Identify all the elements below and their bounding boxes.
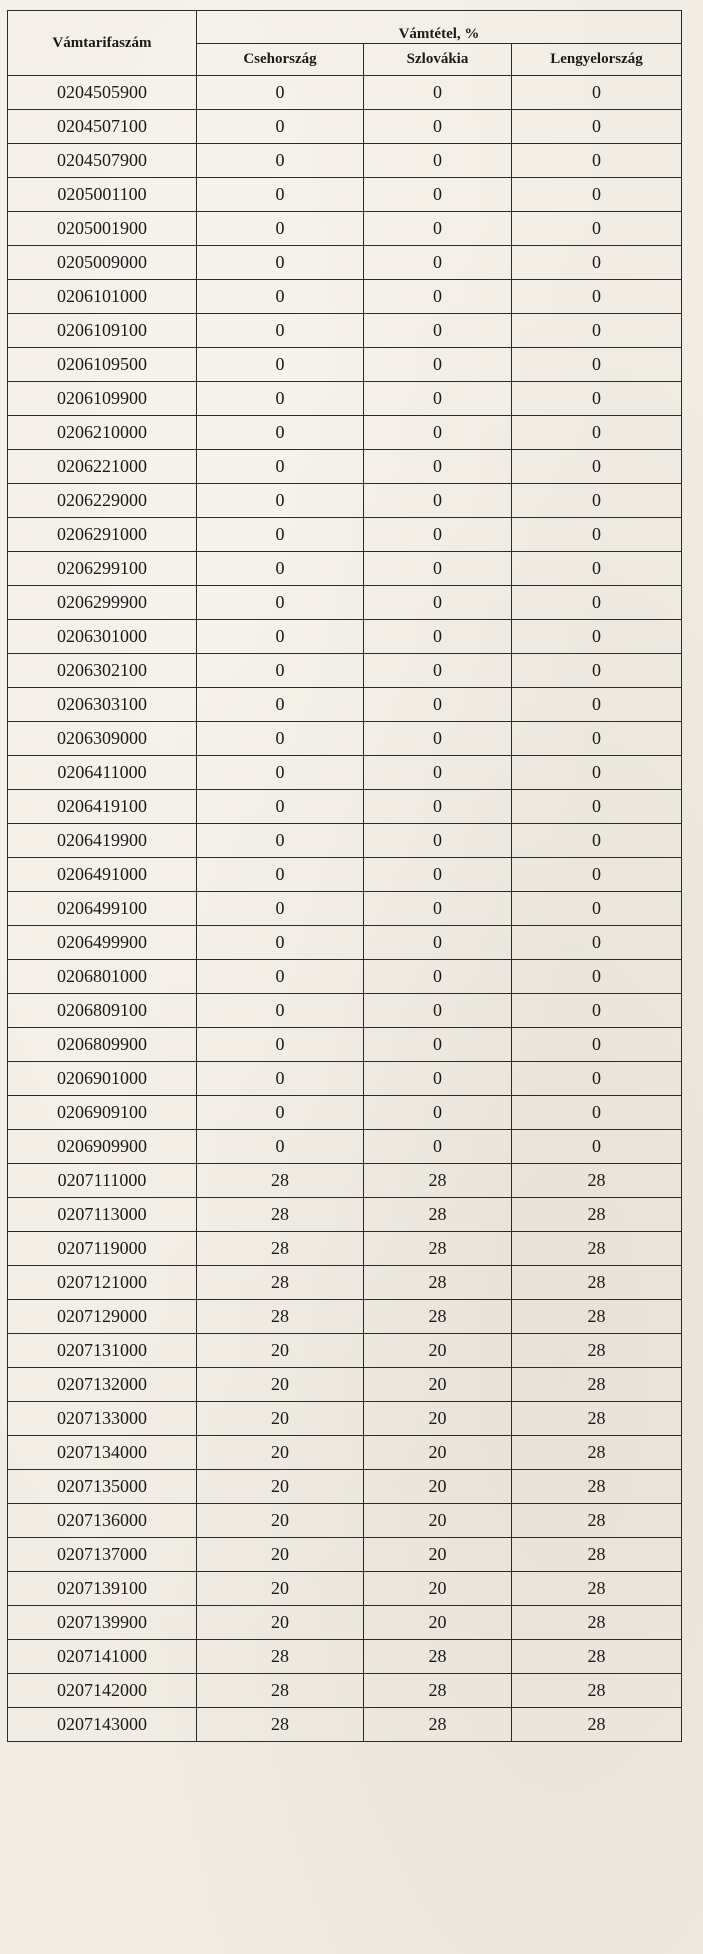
slovakia-rate-cell: 0 bbox=[364, 892, 512, 926]
czech-rate-cell: 0 bbox=[197, 1028, 364, 1062]
czech-rate-cell: 0 bbox=[197, 892, 364, 926]
table-row bbox=[8, 416, 682, 450]
poland-rate-cell: 28 bbox=[512, 1266, 682, 1300]
table-row bbox=[8, 688, 682, 722]
poland-rate-cell: 0 bbox=[512, 348, 682, 382]
czech-rate-cell: 0 bbox=[197, 416, 364, 450]
czech-rate-cell: 0 bbox=[197, 722, 364, 756]
czech-rate-cell: 28 bbox=[197, 1640, 364, 1674]
poland-rate-cell: 0 bbox=[512, 586, 682, 620]
table-row bbox=[8, 1334, 682, 1368]
slovakia-rate-cell: 20 bbox=[364, 1606, 512, 1640]
slovakia-rate-cell: 0 bbox=[364, 756, 512, 790]
poland-rate-cell: 0 bbox=[512, 280, 682, 314]
tariff-code-cell: 0206299100 bbox=[8, 552, 197, 586]
table-row bbox=[8, 178, 682, 212]
tariff-code-cell: 0207113000 bbox=[8, 1198, 197, 1232]
poland-rate-cell: 28 bbox=[512, 1402, 682, 1436]
tariff-code-cell: 0206499900 bbox=[8, 926, 197, 960]
czech-rate-cell: 0 bbox=[197, 926, 364, 960]
poland-rate-cell: 0 bbox=[512, 110, 682, 144]
czech-rate-cell: 28 bbox=[197, 1198, 364, 1232]
tariff-code-cell: 0206411000 bbox=[8, 756, 197, 790]
slovakia-rate-cell: 20 bbox=[364, 1470, 512, 1504]
czech-rate-cell: 0 bbox=[197, 484, 364, 518]
czech-rate-cell: 0 bbox=[197, 382, 364, 416]
table-row bbox=[8, 1368, 682, 1402]
table-row bbox=[8, 1538, 682, 1572]
poland-rate-cell: 0 bbox=[512, 552, 682, 586]
slovakia-rate-cell: 0 bbox=[364, 654, 512, 688]
czech-rate-cell: 28 bbox=[197, 1300, 364, 1334]
tariff-code-cell: 0206801000 bbox=[8, 960, 197, 994]
tariff-code-cell: 0207121000 bbox=[8, 1266, 197, 1300]
poland-rate-cell: 0 bbox=[512, 144, 682, 178]
poland-rate-cell: 0 bbox=[512, 1028, 682, 1062]
tariff-code-cell: 0207137000 bbox=[8, 1538, 197, 1572]
poland-rate-cell: 0 bbox=[512, 1130, 682, 1164]
table-row bbox=[8, 994, 682, 1028]
table-row bbox=[8, 1504, 682, 1538]
czech-rate-cell: 0 bbox=[197, 858, 364, 892]
tariff-code-cell: 0207119000 bbox=[8, 1232, 197, 1266]
slovakia-rate-cell: 28 bbox=[364, 1708, 512, 1742]
slovakia-rate-cell: 20 bbox=[364, 1368, 512, 1402]
czech-rate-cell: 0 bbox=[197, 824, 364, 858]
tariff-code-cell: 0206419100 bbox=[8, 790, 197, 824]
slovakia-rate-cell: 0 bbox=[364, 1130, 512, 1164]
czech-rate-cell: 20 bbox=[197, 1470, 364, 1504]
slovakia-rate-cell: 0 bbox=[364, 314, 512, 348]
tariff-code-cell: 0205001900 bbox=[8, 212, 197, 246]
slovakia-rate-cell: 0 bbox=[364, 824, 512, 858]
czech-rate-cell: 20 bbox=[197, 1504, 364, 1538]
czech-rate-cell: 0 bbox=[197, 756, 364, 790]
slovakia-rate-cell: 20 bbox=[364, 1436, 512, 1470]
tariff-code-cell: 0206210000 bbox=[8, 416, 197, 450]
table-row bbox=[8, 1028, 682, 1062]
poland-rate-cell: 0 bbox=[512, 450, 682, 484]
poland-rate-cell: 0 bbox=[512, 756, 682, 790]
poland-rate-cell: 0 bbox=[512, 1096, 682, 1130]
tariff-code-cell: 0207111000 bbox=[8, 1164, 197, 1198]
czech-rate-cell: 20 bbox=[197, 1436, 364, 1470]
czech-rate-cell: 20 bbox=[197, 1368, 364, 1402]
poland-rate-cell: 28 bbox=[512, 1300, 682, 1334]
poland-rate-cell: 0 bbox=[512, 1062, 682, 1096]
table-row bbox=[8, 960, 682, 994]
poland-rate-cell: 28 bbox=[512, 1368, 682, 1402]
table-row bbox=[8, 1198, 682, 1232]
tariff-code-cell: 0204507900 bbox=[8, 144, 197, 178]
table-header bbox=[8, 11, 682, 76]
tariff-code-cell: 0206109100 bbox=[8, 314, 197, 348]
slovakia-rate-cell: 0 bbox=[364, 416, 512, 450]
poland-rate-cell: 0 bbox=[512, 722, 682, 756]
table-row bbox=[8, 756, 682, 790]
poland-rate-cell: 0 bbox=[512, 688, 682, 722]
table-row bbox=[8, 1640, 682, 1674]
table-row bbox=[8, 620, 682, 654]
tariff-code-cell: 0207139100 bbox=[8, 1572, 197, 1606]
table-row bbox=[8, 1470, 682, 1504]
tariff-code-cell: 0206109900 bbox=[8, 382, 197, 416]
czech-rate-cell: 0 bbox=[197, 654, 364, 688]
tariff-table bbox=[7, 10, 682, 1742]
table-row bbox=[8, 76, 682, 110]
slovakia-rate-cell: 0 bbox=[364, 518, 512, 552]
header-country-slovakia: Szlovákia bbox=[364, 44, 512, 76]
poland-rate-cell: 28 bbox=[512, 1674, 682, 1708]
tariff-code-cell: 0207131000 bbox=[8, 1334, 197, 1368]
czech-rate-cell: 0 bbox=[197, 518, 364, 552]
czech-rate-cell: 20 bbox=[197, 1572, 364, 1606]
czech-rate-cell: 0 bbox=[197, 450, 364, 484]
czech-rate-cell: 20 bbox=[197, 1606, 364, 1640]
czech-rate-cell: 0 bbox=[197, 314, 364, 348]
tariff-code-cell: 0207132000 bbox=[8, 1368, 197, 1402]
table-row bbox=[8, 722, 682, 756]
poland-rate-cell: 0 bbox=[512, 824, 682, 858]
slovakia-rate-cell: 0 bbox=[364, 960, 512, 994]
table-row bbox=[8, 1096, 682, 1130]
tariff-code-cell: 0206301000 bbox=[8, 620, 197, 654]
slovakia-rate-cell: 0 bbox=[364, 552, 512, 586]
tariff-code-cell: 0206809100 bbox=[8, 994, 197, 1028]
header-tariff-code: Vámtarifaszám bbox=[8, 11, 197, 76]
czech-rate-cell: 28 bbox=[197, 1232, 364, 1266]
poland-rate-cell: 28 bbox=[512, 1164, 682, 1198]
czech-rate-cell: 0 bbox=[197, 620, 364, 654]
tariff-code-cell: 0206303100 bbox=[8, 688, 197, 722]
czech-rate-cell: 0 bbox=[197, 1130, 364, 1164]
tariff-code-cell: 0207139900 bbox=[8, 1606, 197, 1640]
slovakia-rate-cell: 20 bbox=[364, 1538, 512, 1572]
table-row bbox=[8, 246, 682, 280]
poland-rate-cell: 0 bbox=[512, 178, 682, 212]
slovakia-rate-cell: 20 bbox=[364, 1504, 512, 1538]
table-row bbox=[8, 552, 682, 586]
table-row bbox=[8, 484, 682, 518]
slovakia-rate-cell: 0 bbox=[364, 178, 512, 212]
tariff-code-cell: 0206491000 bbox=[8, 858, 197, 892]
table-row bbox=[8, 314, 682, 348]
table-row bbox=[8, 518, 682, 552]
slovakia-rate-cell: 0 bbox=[364, 858, 512, 892]
slovakia-rate-cell: 0 bbox=[364, 722, 512, 756]
poland-rate-cell: 28 bbox=[512, 1436, 682, 1470]
table-row bbox=[8, 1708, 682, 1742]
slovakia-rate-cell: 0 bbox=[364, 620, 512, 654]
czech-rate-cell: 20 bbox=[197, 1402, 364, 1436]
slovakia-rate-cell: 0 bbox=[364, 688, 512, 722]
slovakia-rate-cell: 20 bbox=[364, 1572, 512, 1606]
poland-rate-cell: 0 bbox=[512, 76, 682, 110]
tariff-code-cell: 0206419900 bbox=[8, 824, 197, 858]
poland-rate-cell: 0 bbox=[512, 790, 682, 824]
slovakia-rate-cell: 0 bbox=[364, 484, 512, 518]
slovakia-rate-cell: 28 bbox=[364, 1640, 512, 1674]
tariff-code-cell: 0206221000 bbox=[8, 450, 197, 484]
czech-rate-cell: 28 bbox=[197, 1266, 364, 1300]
czech-rate-cell: 0 bbox=[197, 586, 364, 620]
table-row bbox=[8, 382, 682, 416]
table-row bbox=[8, 586, 682, 620]
slovakia-rate-cell: 28 bbox=[364, 1674, 512, 1708]
table-row bbox=[8, 110, 682, 144]
tariff-code-cell: 0205001100 bbox=[8, 178, 197, 212]
table-row bbox=[8, 1130, 682, 1164]
czech-rate-cell: 0 bbox=[197, 348, 364, 382]
tariff-code-cell: 0206901000 bbox=[8, 1062, 197, 1096]
tariff-code-cell: 0207141000 bbox=[8, 1640, 197, 1674]
slovakia-rate-cell: 0 bbox=[364, 212, 512, 246]
poland-rate-cell: 0 bbox=[512, 484, 682, 518]
slovakia-rate-cell: 0 bbox=[364, 76, 512, 110]
table-body bbox=[8, 76, 682, 1742]
czech-rate-cell: 0 bbox=[197, 246, 364, 280]
slovakia-rate-cell: 0 bbox=[364, 348, 512, 382]
czech-rate-cell: 0 bbox=[197, 552, 364, 586]
czech-rate-cell: 0 bbox=[197, 1096, 364, 1130]
czech-rate-cell: 0 bbox=[197, 994, 364, 1028]
czech-rate-cell: 20 bbox=[197, 1538, 364, 1572]
czech-rate-cell: 0 bbox=[197, 280, 364, 314]
table-row bbox=[8, 1300, 682, 1334]
slovakia-rate-cell: 28 bbox=[364, 1300, 512, 1334]
tariff-code-cell: 0207135000 bbox=[8, 1470, 197, 1504]
tariff-code-cell: 0204505900 bbox=[8, 76, 197, 110]
tariff-code-cell: 0206299900 bbox=[8, 586, 197, 620]
tariff-code-cell: 0206229000 bbox=[8, 484, 197, 518]
table-row bbox=[8, 824, 682, 858]
table-row bbox=[8, 1062, 682, 1096]
poland-rate-cell: 28 bbox=[512, 1504, 682, 1538]
table-row bbox=[8, 1266, 682, 1300]
poland-rate-cell: 0 bbox=[512, 994, 682, 1028]
poland-rate-cell: 28 bbox=[512, 1470, 682, 1504]
slovakia-rate-cell: 0 bbox=[364, 586, 512, 620]
poland-rate-cell: 0 bbox=[512, 518, 682, 552]
tariff-code-cell: 0207142000 bbox=[8, 1674, 197, 1708]
czech-rate-cell: 0 bbox=[197, 960, 364, 994]
table-row bbox=[8, 1572, 682, 1606]
czech-rate-cell: 0 bbox=[197, 178, 364, 212]
poland-rate-cell: 0 bbox=[512, 382, 682, 416]
table-row bbox=[8, 858, 682, 892]
slovakia-rate-cell: 0 bbox=[364, 994, 512, 1028]
poland-rate-cell: 28 bbox=[512, 1538, 682, 1572]
tariff-code-cell: 0207129000 bbox=[8, 1300, 197, 1334]
slovakia-rate-cell: 0 bbox=[364, 280, 512, 314]
tariff-code-cell: 0207143000 bbox=[8, 1708, 197, 1742]
tariff-code-cell: 0206499100 bbox=[8, 892, 197, 926]
tariff-code-cell: 0206909900 bbox=[8, 1130, 197, 1164]
poland-rate-cell: 0 bbox=[512, 858, 682, 892]
poland-rate-cell: 28 bbox=[512, 1572, 682, 1606]
table-row bbox=[8, 1606, 682, 1640]
poland-rate-cell: 28 bbox=[512, 1232, 682, 1266]
tariff-code-cell: 0207136000 bbox=[8, 1504, 197, 1538]
czech-rate-cell: 0 bbox=[197, 110, 364, 144]
czech-rate-cell: 0 bbox=[197, 212, 364, 246]
slovakia-rate-cell: 20 bbox=[364, 1334, 512, 1368]
table-row bbox=[8, 212, 682, 246]
poland-rate-cell: 28 bbox=[512, 1606, 682, 1640]
slovakia-rate-cell: 0 bbox=[364, 110, 512, 144]
slovakia-rate-cell: 28 bbox=[364, 1266, 512, 1300]
poland-rate-cell: 0 bbox=[512, 212, 682, 246]
slovakia-rate-cell: 0 bbox=[364, 382, 512, 416]
poland-rate-cell: 28 bbox=[512, 1708, 682, 1742]
tariff-code-cell: 0207134000 bbox=[8, 1436, 197, 1470]
poland-rate-cell: 28 bbox=[512, 1640, 682, 1674]
header-country-poland: Lengyelország bbox=[512, 44, 682, 76]
slovakia-rate-cell: 20 bbox=[364, 1402, 512, 1436]
poland-rate-cell: 0 bbox=[512, 960, 682, 994]
tariff-code-cell: 0206309000 bbox=[8, 722, 197, 756]
tariff-code-cell: 0206302100 bbox=[8, 654, 197, 688]
tariff-code-cell: 0207133000 bbox=[8, 1402, 197, 1436]
slovakia-rate-cell: 0 bbox=[364, 450, 512, 484]
table-row bbox=[8, 280, 682, 314]
slovakia-rate-cell: 28 bbox=[364, 1164, 512, 1198]
tariff-code-cell: 0206101000 bbox=[8, 280, 197, 314]
slovakia-rate-cell: 0 bbox=[364, 1028, 512, 1062]
poland-rate-cell: 28 bbox=[512, 1198, 682, 1232]
table-row bbox=[8, 1232, 682, 1266]
poland-rate-cell: 0 bbox=[512, 246, 682, 280]
poland-rate-cell: 0 bbox=[512, 620, 682, 654]
table-row bbox=[8, 926, 682, 960]
slovakia-rate-cell: 0 bbox=[364, 790, 512, 824]
table-row bbox=[8, 450, 682, 484]
slovakia-rate-cell: 0 bbox=[364, 1062, 512, 1096]
czech-rate-cell: 0 bbox=[197, 144, 364, 178]
poland-rate-cell: 28 bbox=[512, 1334, 682, 1368]
czech-rate-cell: 0 bbox=[197, 688, 364, 722]
table-row bbox=[8, 790, 682, 824]
czech-rate-cell: 0 bbox=[197, 790, 364, 824]
table-row bbox=[8, 1164, 682, 1198]
header-duty-rate: Vámtétel, % bbox=[197, 11, 682, 44]
header-country-czech: Csehország bbox=[197, 44, 364, 76]
tariff-code-cell: 0204507100 bbox=[8, 110, 197, 144]
tariff-code-cell: 0206909100 bbox=[8, 1096, 197, 1130]
slovakia-rate-cell: 0 bbox=[364, 246, 512, 280]
table-row bbox=[8, 892, 682, 926]
poland-rate-cell: 0 bbox=[512, 926, 682, 960]
slovakia-rate-cell: 0 bbox=[364, 926, 512, 960]
table-row bbox=[8, 348, 682, 382]
poland-rate-cell: 0 bbox=[512, 416, 682, 450]
table-row bbox=[8, 1402, 682, 1436]
czech-rate-cell: 20 bbox=[197, 1334, 364, 1368]
slovakia-rate-cell: 28 bbox=[364, 1198, 512, 1232]
slovakia-rate-cell: 0 bbox=[364, 144, 512, 178]
slovakia-rate-cell: 28 bbox=[364, 1232, 512, 1266]
czech-rate-cell: 28 bbox=[197, 1708, 364, 1742]
tariff-code-cell: 0206809900 bbox=[8, 1028, 197, 1062]
poland-rate-cell: 0 bbox=[512, 314, 682, 348]
table-row bbox=[8, 654, 682, 688]
czech-rate-cell: 28 bbox=[197, 1164, 364, 1198]
czech-rate-cell: 28 bbox=[197, 1674, 364, 1708]
poland-rate-cell: 0 bbox=[512, 892, 682, 926]
table-row bbox=[8, 144, 682, 178]
czech-rate-cell: 0 bbox=[197, 1062, 364, 1096]
poland-rate-cell: 0 bbox=[512, 654, 682, 688]
tariff-code-cell: 0206291000 bbox=[8, 518, 197, 552]
tariff-code-cell: 0206109500 bbox=[8, 348, 197, 382]
tariff-code-cell: 0205009000 bbox=[8, 246, 197, 280]
slovakia-rate-cell: 0 bbox=[364, 1096, 512, 1130]
table-row bbox=[8, 1674, 682, 1708]
table-row bbox=[8, 1436, 682, 1470]
czech-rate-cell: 0 bbox=[197, 76, 364, 110]
